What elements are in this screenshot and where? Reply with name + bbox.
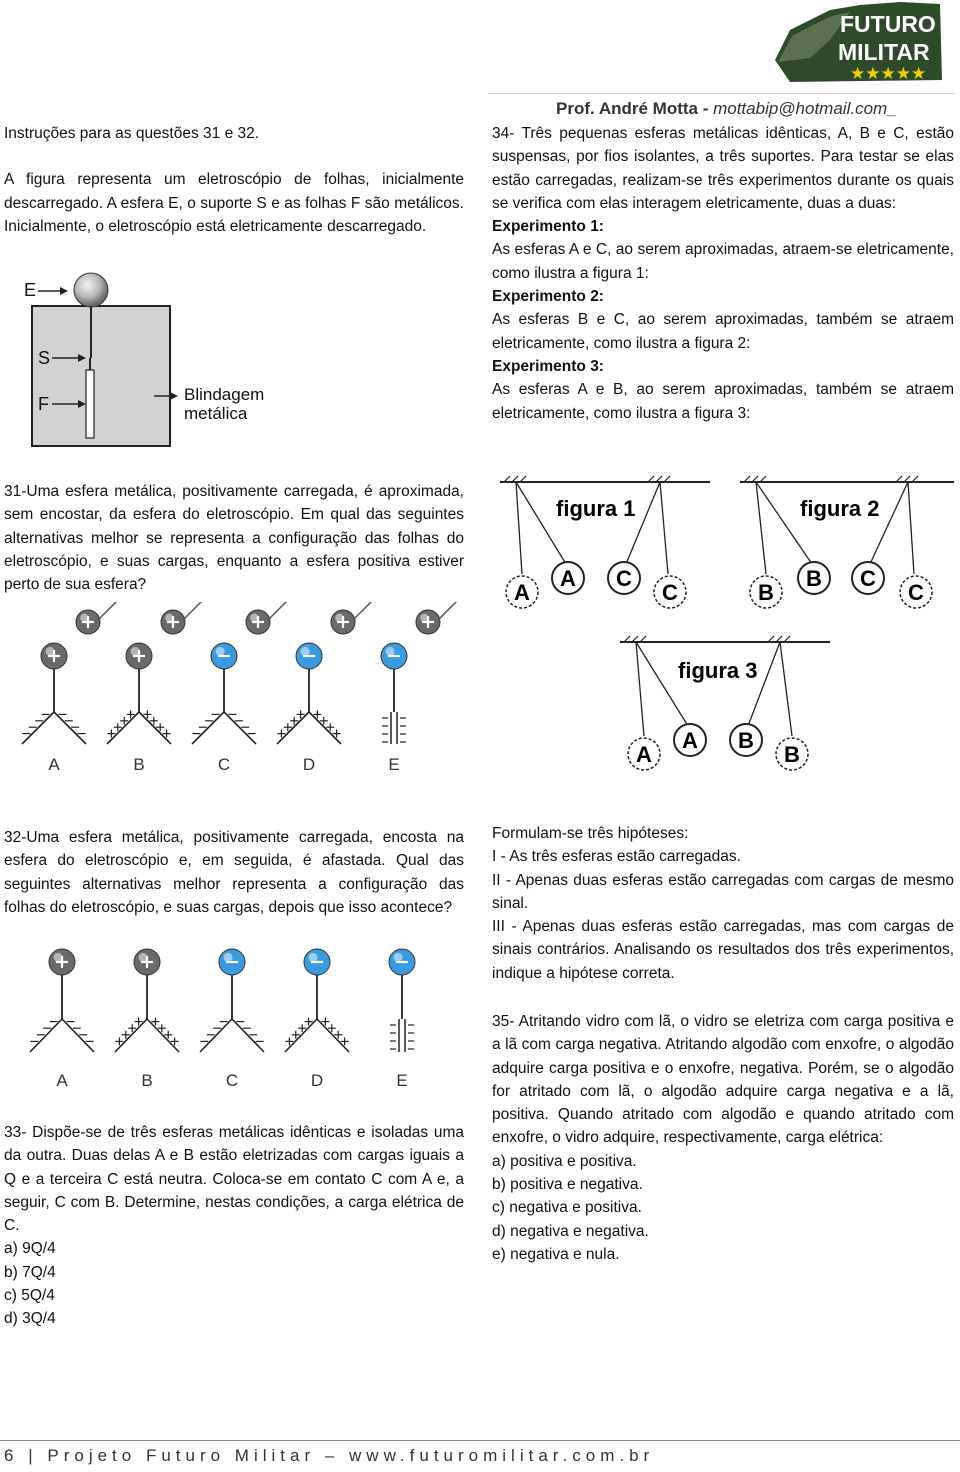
hyp-1: I - As três esferas estão carregadas. bbox=[492, 848, 741, 866]
q35-text: 35- Atritando vidro com lã, o vidro se eletriza com carga positiva e a lã com carga negativa. Atritando algodão com enxofre, o algodão adquire carga positiva e o enxofre, negativa. Porém, se o algodão for atritado com lã, o algodão adquire carga negativa e a lã, positiva. Quando atritado com algodão e quando atritado com enxofre, o vidro adquire, respectivamente, carga elétrica: bbox=[492, 1013, 954, 1147]
q35-a: a) positiva e positiva. bbox=[492, 1152, 637, 1170]
q33-block bbox=[4, 1121, 464, 1331]
label-metalica: metálica bbox=[184, 404, 248, 423]
option-label-a: A bbox=[56, 1071, 68, 1090]
fig1-ball-c: C bbox=[616, 566, 632, 591]
futuro-militar-logo bbox=[770, 0, 945, 84]
fig1-ball-c-ghost: C bbox=[662, 580, 678, 605]
q34-block bbox=[492, 122, 954, 425]
electroscope-sphere bbox=[389, 949, 415, 975]
fig2-ball-c: C bbox=[860, 566, 876, 591]
hyp-intro: Formulam-se três hipóteses: bbox=[492, 825, 689, 842]
q35-block bbox=[492, 1010, 954, 1266]
electroscope-sphere bbox=[134, 949, 160, 975]
q34-intro: 34- Três pequenas esferas metálicas idênticas, A, B e C, estão suspensas, por fios isolantes, a três suportes. Para testar se elas estão carregadas, realizam-se três experimentos durante os quais se verifica com elas interagem eletricamente, duas a duas: bbox=[492, 125, 954, 212]
q33-text: 33- Dispõe-se de três esferas metálicas idênticas e isoladas uma da outra. Duas delas A e B estão eletrizadas com cargas iguais a Q e a terceira C está neutra. Coloca-se em contato C com A e, a seguir, C com B. Determine, nestas condições, a carga elétrica de C. bbox=[4, 1124, 464, 1235]
external-positive-sphere bbox=[331, 610, 355, 634]
hyp-3: III - Apenas duas esferas estão carregadas, mas com cargas de sinais contrários. Analisando os resultados dos três experimentos, indique a hipótese correta. bbox=[492, 918, 954, 982]
logo-stars: ★★★★★ bbox=[850, 64, 927, 83]
figura-2-title: figura 2 bbox=[800, 496, 880, 521]
label-f: F bbox=[38, 394, 49, 414]
instructions-block bbox=[4, 122, 464, 238]
label-s: S bbox=[38, 348, 51, 368]
fig1-ball-a-ghost: A bbox=[514, 580, 530, 605]
q33-c: c) 5Q/4 bbox=[4, 1287, 55, 1305]
electroscope-sphere bbox=[304, 949, 330, 975]
electroscope-sphere bbox=[126, 643, 152, 669]
option-label-e: E bbox=[388, 755, 400, 774]
fig3-ball-a-ghost: A bbox=[636, 742, 652, 767]
option-label-e: E bbox=[396, 1071, 408, 1090]
header-divider bbox=[488, 93, 955, 94]
external-positive-sphere bbox=[76, 610, 100, 634]
option-label-c: C bbox=[225, 1071, 239, 1090]
figure-3 bbox=[618, 634, 834, 776]
fig1-ball-a: A bbox=[560, 566, 576, 591]
electroscope-figure bbox=[22, 270, 282, 448]
instructions-title: Instruções para as questões 31 e 32. bbox=[4, 125, 260, 142]
hyp-2: II - Apenas duas esferas estão carregadas com cargas de mesmo sinal. bbox=[492, 871, 954, 912]
q31-text: 31-Uma esfera metálica, positivamente carregada, é aproximada, sem encostar, da esfera do eletroscópio. Em qual das seguintes alternativas melhor se representa a configuração das folhas do eletroscópio, e suas cargas, enquanto a esfera positiva estiver perto de sua esfera? bbox=[4, 483, 464, 594]
q34-exp2-title: Experimento 2: bbox=[492, 288, 604, 306]
footer-divider bbox=[0, 1440, 960, 1441]
q32-block bbox=[4, 826, 464, 919]
option-label-a: A bbox=[48, 755, 60, 774]
q34-exp1-title: Experimento 1: bbox=[492, 218, 604, 236]
footer: 6 | Projeto Futuro Militar – www.futuromilitar.com.br bbox=[4, 1446, 655, 1465]
q33-b: b) 7Q/4 bbox=[4, 1263, 56, 1281]
q35-d: d) negativa e negativa. bbox=[492, 1222, 649, 1240]
q34-exp2-text: As esferas B e C, ao serem aproximadas, também se atraem eletricamente, como ilustra a figura 2: bbox=[492, 311, 954, 352]
label-e: E bbox=[24, 280, 37, 300]
fig3-ball-a: A bbox=[682, 728, 698, 753]
q35-c: c) negativa e positiva. bbox=[492, 1199, 642, 1217]
page-number: 6 bbox=[4, 1446, 19, 1465]
figura-1-title: figura 1 bbox=[556, 496, 636, 521]
option-label-c: C bbox=[217, 755, 231, 774]
external-positive-sphere bbox=[416, 610, 440, 634]
electroscope-sphere bbox=[381, 643, 407, 669]
professor-line bbox=[556, 99, 897, 119]
fig3-ball-b: B bbox=[738, 728, 754, 753]
logo-line1: FUTURO bbox=[840, 11, 936, 37]
q34-hypotheses bbox=[492, 822, 954, 985]
professor-email: mottabip@hotmail.com_ bbox=[713, 99, 897, 118]
external-positive-sphere bbox=[246, 610, 270, 634]
q33-d: d) 3Q/4 bbox=[4, 1310, 56, 1328]
electroscope-sphere bbox=[219, 949, 245, 975]
figura-3-title: figura 3 bbox=[678, 658, 758, 683]
fig2-ball-c-ghost: C bbox=[908, 580, 924, 605]
q32-text: 32-Uma esfera metálica, positivamente carregada, encosta na esfera do eletroscópio e, em seguida, é afastada. Qual das seguintes alternativas melhor representa a configuração das folhas do eletroscópio, e suas cargas, depois que isso acontece? bbox=[4, 829, 464, 916]
q31-options-figure bbox=[14, 602, 474, 780]
professor-name: Prof. André Motta - bbox=[556, 99, 714, 118]
q35-e: e) negativa e nula. bbox=[492, 1245, 620, 1263]
label-blindagem: Blindagem bbox=[184, 385, 265, 404]
fig2-ball-b: B bbox=[806, 566, 822, 591]
electroscope-sphere bbox=[41, 643, 67, 669]
logo-line2: MILITAR bbox=[838, 39, 930, 65]
q31-block bbox=[4, 480, 464, 596]
electroscope-sphere bbox=[211, 643, 237, 669]
option-label-d: D bbox=[302, 755, 316, 774]
footer-text: Projeto Futuro Militar – www.futuromilitar.com.br bbox=[47, 1446, 655, 1465]
option-label-b: B bbox=[141, 1071, 153, 1090]
q33-a: a) 9Q/4 bbox=[4, 1240, 56, 1258]
external-positive-sphere bbox=[161, 610, 185, 634]
q34-exp3-text: As esferas A e B, ao serem aproximadas, também se atraem eletricamente, como ilustra a figura 3: bbox=[492, 381, 954, 422]
option-label-d: D bbox=[310, 1071, 324, 1090]
electroscope-sphere bbox=[49, 949, 75, 975]
q34-exp1-text: As esferas A e C, ao serem aproximadas, atraem-se eletricamente, como ilustra a figura 1: bbox=[492, 241, 954, 282]
q32-options-figure bbox=[22, 944, 472, 1094]
q34-exp3-title: Experimento 3: bbox=[492, 357, 604, 375]
instructions-text: A figura representa um eletroscópio de folhas, inicialmente descarregado. A esfera E, o suporte S e as folhas F são metálicos. Inicialmente, o eletroscópio está eletricamente descarregado. bbox=[4, 171, 464, 235]
fig2-ball-b-ghost: B bbox=[758, 580, 774, 605]
q35-b: b) positiva e negativa. bbox=[492, 1176, 643, 1194]
option-label-b: B bbox=[133, 755, 145, 774]
electroscope-sphere bbox=[296, 643, 322, 669]
fig3-ball-b-ghost: B bbox=[784, 742, 800, 767]
figures-1-2 bbox=[498, 474, 958, 614]
